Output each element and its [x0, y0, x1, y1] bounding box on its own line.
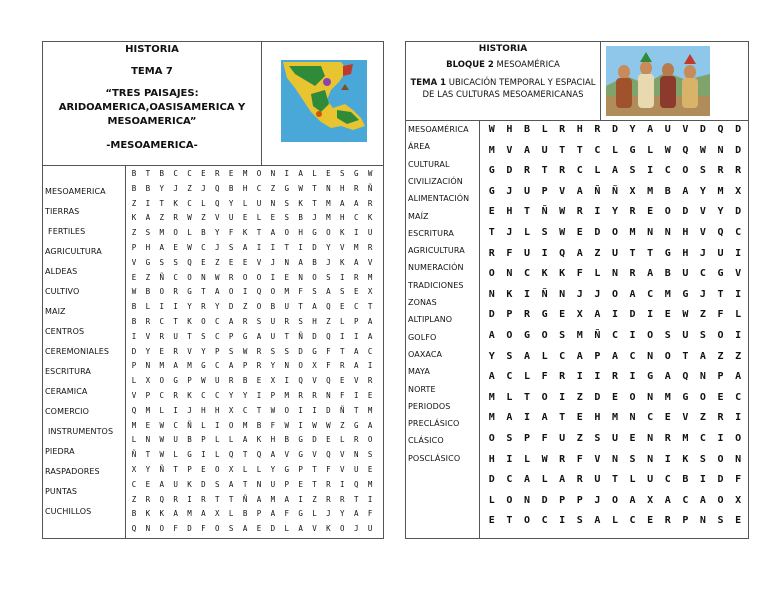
- word-list-item: COMERCIO: [45, 407, 90, 416]
- word-list-item: PRECLÁSICO: [408, 419, 460, 429]
- grid-row: G J U P V A Ñ Ñ X M B A Y M X: [488, 185, 742, 197]
- theme-name: UBICACIÓN TEMPORAL Y ESPACIAL: [446, 78, 596, 88]
- grid-row: W B O R G T A O I Q O M F S A S E X: [131, 287, 373, 297]
- word-list-item: RASPADORES: [45, 467, 100, 476]
- word-list-item: MESOAMÉRICA: [408, 125, 469, 134]
- grid-row: P N M A M G C A P R Y N O X F R A I: [131, 361, 373, 371]
- grid-row: N K I Ñ N J J O A C M G J T I: [488, 288, 742, 300]
- word-list-item: OAXACA: [408, 349, 443, 359]
- grid-row: D Y E R V Y P S W R S S D G F T A C: [131, 346, 373, 356]
- block-label: BLOQUE 2: [446, 60, 494, 70]
- word-list-item: CERAMICA: [45, 387, 88, 396]
- grid-row: V G S S Q E Z E E V J N A B J K A V: [131, 257, 373, 267]
- word-list-item: CEREMONIALES: [45, 347, 110, 356]
- word-list-item: MAIZ: [45, 307, 66, 316]
- grid-row: O N C K K F L N R A B U C G V: [488, 268, 742, 280]
- grid-row: W H B L R H R D Y A U V D Q D: [488, 124, 742, 135]
- word-list-item: CULTIVO: [45, 287, 80, 296]
- word-list-divider: [125, 165, 126, 538]
- grid-row: Q N O F D F O S A E D L A V K O J U: [131, 524, 373, 534]
- word-list-item: PERIODOS: [408, 401, 451, 411]
- grid-row: Z I T K C L Q Y L U N S K T M A A R: [131, 198, 373, 208]
- grid-row: M A I A T E H M N C E V Z R I: [488, 412, 742, 424]
- grid-row: M E W C Ñ L I O M B F W I W W Z G A: [131, 420, 373, 430]
- grid-row: V P C R K C C Y Y I P M R R N F I E: [131, 391, 373, 400]
- grid-row: B T B C C E R E M O N I A L E S G W: [131, 169, 373, 178]
- grid-row: I V R U T S C P G A U T Ñ D Q I I A: [131, 331, 373, 341]
- header-divider: [261, 42, 262, 165]
- header-bottom-line: [406, 120, 748, 121]
- word-list-item: MAYA: [408, 367, 430, 377]
- grid-row: L X O G P W U R B E X I Q V Q E V R: [131, 376, 373, 386]
- word-list-item: AGRICULTURA: [45, 247, 102, 256]
- word-list-item: FERTILES: [48, 227, 86, 236]
- mesoamerican-people-image: [606, 46, 710, 116]
- word-list-item: TRADICIONES: [408, 280, 464, 290]
- word-list-item: NUMERACIÓN: [408, 263, 464, 273]
- word-list-item: ALTIPLANO: [408, 315, 453, 325]
- grid-row: M L T O I Z D E O N M G O E C: [488, 391, 742, 403]
- block-name: MESOAMÉRICA: [493, 60, 560, 70]
- grid-row: H I L W R F V N S N I K S O N: [488, 453, 742, 465]
- word-list-item: ALIMENTACIÓN: [408, 194, 470, 204]
- grid-row: A C L F R I I R I G A Q N P A: [488, 371, 742, 383]
- grid-row: L N W U B P L L A K H B G D E L R O: [131, 435, 373, 445]
- word-list-item: AGRICULTURA: [408, 246, 465, 256]
- theme-label: TEMA 1: [410, 78, 447, 88]
- grid-row: E Z Ñ C O N W R O O I E N O S I R M: [131, 272, 373, 282]
- word-list-item: CLÁSICO: [408, 436, 444, 446]
- word-list-item: CUCHILLOS: [45, 507, 92, 516]
- grid-row: D P R G E X A I D I E W Z F L: [488, 309, 742, 321]
- grid-row: Ñ T W L G I L Q T Q A V G V Q V N S: [131, 450, 373, 460]
- word-list-item: INSTRUMENTOS: [48, 427, 114, 436]
- word-list-item: GOLFO: [408, 332, 437, 342]
- word-list-divider: [479, 120, 480, 538]
- grid-row: B K K A M A X L B P A F G L J Y A F: [131, 509, 373, 519]
- word-list-item: CIVILIZACIÓN: [408, 176, 463, 186]
- word-list-item: CULTURAL: [408, 159, 450, 169]
- topic-title: TEMA 7: [131, 66, 173, 77]
- word-list-item: PIEDRA: [45, 447, 75, 456]
- grid-row: E H T Ñ W R I Y R E O D V Y D: [488, 206, 742, 218]
- grid-row: Z R Q R I R T T Ñ A M A I Z R R T I: [131, 494, 373, 504]
- word-list-item: TIERRAS: [45, 207, 80, 216]
- grid-row: M V A U T T C L G L W Q W N D: [488, 144, 742, 156]
- grid-row: Z S M O L B Y F K T A O H G O K I U: [131, 228, 373, 238]
- word-list-item: PUNTAS: [45, 487, 78, 496]
- header-bottom-line: [43, 165, 383, 166]
- theme-title: [406, 78, 600, 88]
- subject-title: HISTORIA: [478, 44, 528, 54]
- grid-row: C E A U K D S A T N U P E T R I Q M: [131, 479, 373, 489]
- grid-row: P H A E W C J S A I I T I D Y V M R: [131, 243, 373, 252]
- worksheet-title-line-3: MESOAMERICA”: [107, 116, 197, 127]
- grid-row: D C A L A R U T L U C B I D F: [488, 474, 742, 486]
- grid-row: Q M L I J H H X C T W O I I D Ñ T M: [131, 405, 373, 415]
- word-list-item: NORTE: [408, 384, 436, 394]
- subject-title: HISTORIA: [125, 44, 179, 55]
- header-divider: [600, 42, 601, 120]
- grid-row: O S P F U Z S U E N R M C I O: [488, 433, 742, 444]
- grid-row: R F U I Q A Z U T T G H J U I: [488, 247, 742, 259]
- grid-row: B R C T K O C A R S U R S H Z L P A: [131, 317, 373, 326]
- grid-row: E T O C I S A L C E R P N S E: [488, 515, 742, 527]
- grid-row: B L I I Y R Y D Z O B U T A Q E C T: [131, 302, 373, 312]
- word-list-item: POSCLÁSICO: [408, 453, 461, 463]
- theme-title-line-2: DE LAS CULTURAS MESOAMERICANAS: [422, 90, 584, 100]
- right-worksheet: [405, 41, 749, 539]
- grid-row: X Y Ñ T P E O X L L Y G P T F V U E: [131, 465, 373, 474]
- grid-row: Y S A L C A P A C N O T A Z Z: [488, 350, 742, 362]
- worksheet-title-line-2: ARIDOAMERICA,OASISAMERICA Y: [58, 102, 246, 113]
- grid-row: B B Y J Z J Q B H C Z G W T N H R Ñ: [131, 183, 373, 193]
- word-list-item: MAÍZ: [408, 211, 429, 221]
- grid-row: K A Z R W Z V U E L E S B J M H C K: [131, 213, 373, 223]
- word-list-item: MESOAMERICA: [45, 187, 106, 196]
- grid-row: A O G O S M Ñ C I O S U S O I: [488, 330, 742, 341]
- word-list-item: ALDEAS: [45, 267, 78, 276]
- block-title: [406, 60, 600, 70]
- grid-row: T J L S W E D O M N N H V Q C: [488, 227, 742, 238]
- word-list-item: ÁREA: [408, 142, 430, 152]
- word-list-item: ESCRITURA: [45, 367, 91, 376]
- worksheet-title-line-1: “TRES PAISAJES:: [105, 88, 199, 99]
- worksheet-subtitle: -MESOAMERICA-: [106, 140, 198, 151]
- word-list-item: ZONAS: [408, 298, 437, 307]
- grid-row: L O N D P P J O A X A C A O X: [488, 494, 742, 506]
- word-list-item: ESCRITURA: [408, 228, 454, 238]
- mesoamerica-map-image: [281, 60, 367, 142]
- word-list-item: CENTROS: [45, 327, 85, 336]
- left-worksheet: [42, 41, 384, 539]
- grid-row: G D R T R C L A S I C O S R R: [488, 165, 742, 177]
